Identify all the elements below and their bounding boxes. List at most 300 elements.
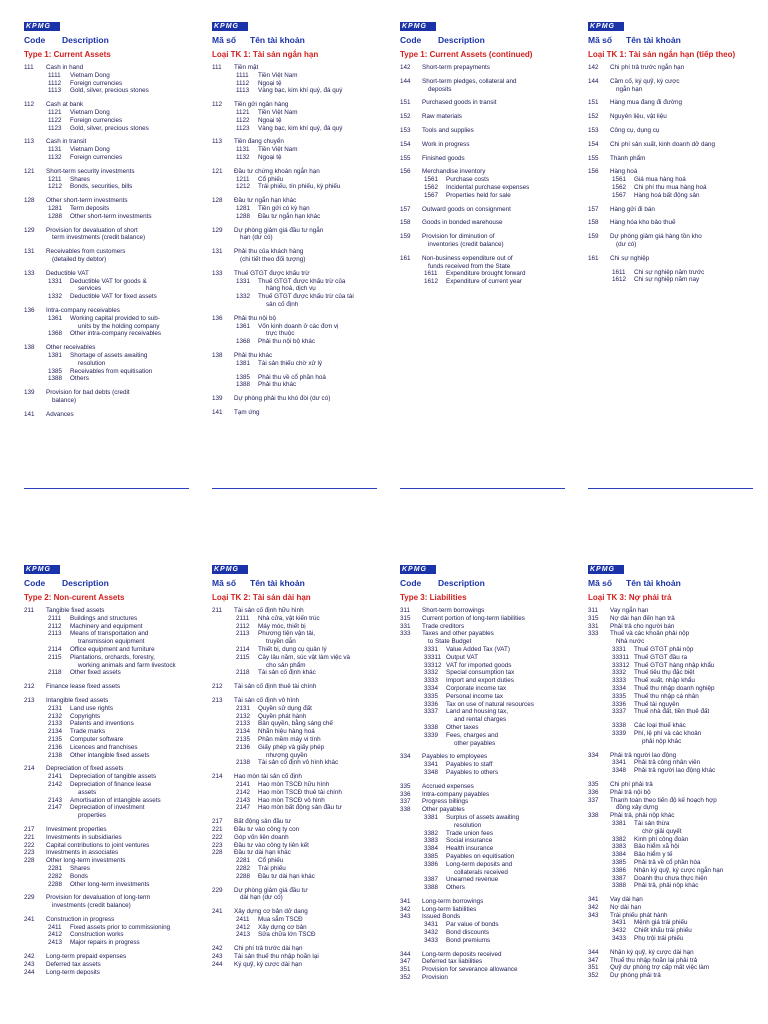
- account-row: [24, 697, 204, 705]
- sub-account-row: [24, 615, 204, 623]
- sub-account-row: [212, 623, 392, 631]
- account-code: 242: [24, 953, 35, 961]
- account-description: term investments (credit balance): [52, 234, 146, 242]
- sub-account-row: [24, 146, 204, 154]
- sub-account-row: [212, 630, 392, 638]
- account-code: 311: [400, 607, 411, 614]
- sub-account-row: [212, 654, 392, 662]
- account-code: 3433: [612, 935, 627, 943]
- account-description: Ngoại tệ: [258, 116, 282, 124]
- sub-account-row: [588, 693, 768, 701]
- sub-account-row: [24, 669, 204, 677]
- sub-account-row: [400, 830, 580, 838]
- account-row: [24, 227, 204, 235]
- sub-account-row: [24, 109, 204, 117]
- account-code: 151: [588, 99, 599, 107]
- account-description: Receivables from equitisation: [70, 367, 153, 375]
- account-code: 229: [24, 894, 35, 902]
- account-row: [24, 849, 204, 857]
- account-description: Expenditure brought forward: [446, 270, 526, 278]
- account-row: [400, 791, 580, 799]
- account-description: Trade creditors: [422, 622, 465, 630]
- account-code: 2413: [236, 931, 251, 939]
- account-description: deposits: [428, 85, 452, 93]
- account-code: 347: [400, 958, 411, 966]
- account-code: 2138: [236, 759, 251, 767]
- sub-account-row: [24, 630, 204, 638]
- account-description: Vay ngắn hạn: [610, 607, 649, 614]
- account-row: [588, 972, 768, 980]
- sub-account-row: [588, 935, 768, 943]
- account-code: 1388: [236, 381, 251, 389]
- account-description: Issued Bonds: [422, 913, 461, 921]
- account-row: [212, 138, 392, 146]
- account-code: 141: [212, 408, 223, 416]
- sub-account-row: [24, 176, 204, 184]
- account-description: Depreciation of finance lease: [70, 780, 152, 788]
- account-description: Major repairs in progress: [70, 939, 140, 947]
- account-code: 221: [24, 833, 35, 841]
- account-description: Payables on equitisation: [446, 852, 515, 860]
- sub-account-row: [212, 865, 392, 873]
- account-type-title: Loại TK 1: Tài sản ngắn hạn: [212, 50, 319, 59]
- account-description: Hao mòn tài sản cố định: [234, 773, 302, 781]
- account-code: 336: [400, 790, 411, 798]
- account-row: [588, 168, 768, 176]
- column-header: [24, 578, 204, 592]
- account-description: Patents and inventions: [70, 720, 134, 728]
- account-code: 138: [212, 351, 223, 359]
- sub-account-row: [588, 927, 768, 935]
- sub-account-row: [400, 921, 580, 929]
- account-code: 3388: [612, 882, 627, 890]
- account-code: 243: [212, 953, 223, 961]
- account-list: [400, 64, 580, 286]
- sub-account-row: [400, 884, 580, 892]
- account-code: 3337: [612, 708, 627, 716]
- account-code: 3333: [612, 677, 627, 685]
- account-description: Receivables from customers: [46, 248, 126, 256]
- account-description: Long-term deposits received: [422, 950, 502, 958]
- account-description: working animals and farm livestock: [78, 661, 176, 669]
- account-description: Special consumption tax: [446, 669, 515, 677]
- sub-account-row: [400, 740, 580, 748]
- sub-account-row: [212, 720, 392, 728]
- sub-account-row: [400, 701, 580, 709]
- sub-account-row: [24, 330, 204, 338]
- account-row: [588, 804, 768, 812]
- account-description: Bảo hiểm xã hội: [634, 843, 680, 851]
- account-code: 2111: [48, 614, 62, 622]
- account-code: 214: [24, 765, 35, 773]
- sub-account-row: [588, 859, 768, 867]
- account-row: [400, 78, 580, 86]
- account-row: [212, 826, 392, 834]
- account-description: Provision for diminution of: [422, 233, 495, 241]
- account-row: [212, 908, 392, 916]
- account-code: 154: [400, 140, 411, 148]
- sub-account-row: [212, 87, 392, 95]
- account-row: [24, 961, 204, 969]
- column-header: [588, 35, 768, 49]
- account-description: Phải thu về cổ phần hoá: [258, 373, 326, 381]
- sub-account-row: [24, 662, 204, 670]
- account-row: [24, 344, 204, 352]
- account-description: assets: [78, 788, 97, 796]
- account-description: Provision for severance allowance: [422, 966, 518, 974]
- account-code: 242: [212, 945, 223, 953]
- account-description: Gold, silver, precious stones: [70, 124, 149, 132]
- account-description: Tài sản cố định khác: [258, 669, 316, 677]
- account-description: Construction works: [70, 931, 124, 939]
- account-description: Chi phí trả trước ngắn hạn: [610, 64, 685, 71]
- sub-account-row: [588, 767, 768, 775]
- account-row: [212, 168, 392, 176]
- account-panel: [24, 22, 204, 418]
- account-description: Mua sắm TSCĐ: [258, 915, 303, 923]
- sub-account-row: [400, 184, 580, 192]
- account-row: [588, 206, 768, 214]
- account-code: 341: [588, 896, 599, 904]
- account-description: Xây dựng cơ bản dở dang: [234, 908, 308, 916]
- account-row: [400, 86, 580, 94]
- account-code: 3384: [424, 845, 439, 853]
- account-description: services: [78, 285, 102, 293]
- sub-account-row: [24, 72, 204, 80]
- account-code: 1331: [48, 277, 63, 285]
- account-description: Chi phí sản xuất, kinh doanh dở dang: [610, 140, 715, 148]
- account-code: 3431: [424, 921, 439, 929]
- account-description: Dự phòng phải trả: [610, 972, 661, 980]
- account-description: Phải thu nội bộ khác: [258, 338, 316, 346]
- account-code: 3331: [424, 645, 439, 653]
- sub-account-row: [400, 677, 580, 685]
- account-code: 3386: [612, 866, 627, 874]
- account-code: 2133: [48, 720, 63, 728]
- account-row: [588, 607, 768, 615]
- account-code: 213: [212, 696, 223, 704]
- sub-account-row: [212, 338, 392, 346]
- account-code: 341: [400, 897, 411, 905]
- kpmg-logo: KPMG: [588, 22, 624, 31]
- account-code: 2282: [236, 864, 251, 872]
- account-code: 1131: [236, 146, 250, 154]
- account-description: Bản quyền, bằng sáng chế: [258, 720, 333, 728]
- account-description: Intra-company receivables: [46, 306, 120, 314]
- account-code: 211: [212, 607, 223, 614]
- account-description: Trade marks: [70, 728, 106, 736]
- account-description: Hao mòn bất động sản đầu tư: [258, 804, 342, 812]
- account-description: Phải thu của khách hàng: [234, 248, 304, 256]
- account-row: [588, 630, 768, 638]
- sub-account-row: [212, 205, 392, 213]
- account-description: Depreciation of tangible assets: [70, 773, 157, 781]
- account-row: [588, 99, 768, 107]
- account-description: Dự phòng giảm giá đầu tư: [234, 886, 308, 894]
- account-row: [24, 256, 204, 264]
- account-description: VAT for imported goods: [446, 661, 512, 669]
- account-description: Thuế GTGT phải nộp: [634, 645, 694, 653]
- account-description: Cây lâu năm, súc vật làm việc và: [258, 653, 351, 661]
- account-code: 1562: [612, 183, 627, 191]
- sub-account-row: [24, 812, 204, 820]
- account-description: Thiết bị, dụng cụ quản lý: [258, 645, 327, 653]
- account-description: Office equipment and furniture: [70, 645, 155, 653]
- account-row: [24, 826, 204, 834]
- account-code: 1567: [612, 191, 627, 199]
- account-code: 139: [24, 389, 35, 397]
- account-description: Other receivables: [46, 344, 96, 352]
- account-code: 1121: [236, 108, 250, 116]
- sub-account-row: [400, 869, 580, 877]
- sub-account-row: [24, 213, 204, 221]
- account-description: Hàng gửi đi bán: [610, 205, 655, 213]
- account-description: Bảo hiểm y tế: [634, 851, 673, 859]
- account-row: [588, 949, 768, 957]
- account-description: balance): [52, 396, 77, 404]
- sub-account-row: [588, 176, 768, 184]
- sub-account-row: [212, 744, 392, 752]
- account-description: Working capital provided to sub-: [70, 314, 160, 322]
- account-code: 2411: [48, 923, 62, 931]
- account-description: Long-term prepaid expenses: [46, 953, 127, 961]
- account-description: Thanh toán theo tiến độ kế hoạch hợp: [610, 796, 717, 804]
- account-description: Thuế tài nguyên: [634, 700, 680, 708]
- account-description: Long-term borrowings: [422, 897, 484, 905]
- account-list: [24, 607, 204, 976]
- account-row: [212, 607, 392, 615]
- kpmg-logo: KPMG: [400, 565, 436, 574]
- account-code: 214: [212, 773, 223, 781]
- account-code: 212: [24, 683, 35, 691]
- account-row: [24, 168, 204, 176]
- account-row: [24, 397, 204, 405]
- account-code: 2413: [48, 939, 63, 947]
- account-description: and rental charges: [454, 716, 507, 724]
- header-description: Description: [438, 578, 485, 588]
- sub-account-row: [400, 769, 580, 777]
- sub-account-row: [400, 669, 580, 677]
- account-code: 1281: [48, 204, 63, 212]
- header-code: Mã số: [212, 578, 237, 588]
- sub-account-row: [588, 882, 768, 890]
- account-description: Phải trả người lao động: [610, 751, 677, 759]
- account-code: 1132: [236, 153, 250, 161]
- account-description: hàng hoá, dịch vụ: [266, 285, 316, 293]
- account-description: Thành phẩm: [610, 154, 646, 162]
- account-description: (dư có): [616, 240, 637, 248]
- account-code: 1611: [612, 268, 626, 276]
- account-list: [400, 607, 580, 982]
- account-code: 1332: [236, 293, 251, 301]
- account-code: 342: [400, 905, 411, 913]
- account-code: 315: [400, 614, 411, 622]
- account-code: 3334: [612, 684, 627, 692]
- account-code: 121: [24, 167, 35, 175]
- sub-account-row: [400, 837, 580, 845]
- account-description: Short-term pledges, collateral and: [422, 77, 517, 85]
- account-code: 343: [588, 911, 599, 919]
- account-row: [24, 138, 204, 146]
- account-description: Investment properties: [46, 825, 107, 833]
- account-panel: [212, 22, 392, 417]
- sub-account-row: [212, 374, 392, 382]
- account-code: 1385: [48, 367, 63, 375]
- account-description: Đầu tư ngắn hạn khác: [258, 212, 321, 220]
- account-type-title: Type 1: Current Assets (continued): [400, 50, 533, 59]
- sub-account-row: [24, 931, 204, 939]
- kpmg-logo: KPMG: [400, 22, 436, 31]
- account-row: [400, 958, 580, 966]
- sub-account-row: [400, 724, 580, 732]
- account-code: 244: [24, 968, 35, 976]
- account-code: 244: [212, 960, 223, 968]
- account-code: 1385: [236, 373, 251, 381]
- account-description: Tiền gửi có kỳ hạn: [258, 204, 310, 212]
- account-description: Land use rights: [70, 704, 114, 712]
- account-description: Other taxes: [446, 723, 479, 731]
- account-description: chờ giải quyết: [642, 827, 682, 835]
- account-description: Buildings and structures: [70, 614, 138, 622]
- account-description: Thuế thu nhập cá nhân: [634, 692, 699, 700]
- account-row: [212, 409, 392, 417]
- account-row: [400, 219, 580, 227]
- account-description: Ngoại tệ: [258, 153, 282, 161]
- account-description: Properties held for sale: [446, 191, 511, 199]
- account-panel: [24, 565, 204, 976]
- account-row: [24, 765, 204, 773]
- account-code: 3341: [424, 761, 439, 769]
- account-code: 1281: [236, 204, 251, 212]
- account-code: 2141: [48, 773, 63, 781]
- account-code: 139: [212, 395, 223, 403]
- account-description: Phải trả về cổ phần hóa: [634, 858, 701, 866]
- sub-account-row: [588, 851, 768, 859]
- account-description: Surplus of assets awaiting: [446, 813, 520, 821]
- account-description: Đầu tư ngắn hạn khác: [234, 197, 297, 205]
- account-code: 311: [588, 607, 599, 614]
- account-description: hạn (dư có): [240, 234, 273, 242]
- sub-account-row: [212, 857, 392, 865]
- account-description: Means of transportation and: [70, 630, 149, 638]
- sub-account-row: [400, 278, 580, 286]
- panel-divider-rule: [400, 488, 565, 489]
- account-description: Progress billings: [422, 798, 469, 806]
- account-row: [212, 270, 392, 278]
- account-code: 3332: [612, 669, 627, 677]
- account-description: Nhận ký quỹ, ký cược dài hạn: [610, 948, 694, 956]
- sub-account-row: [24, 125, 204, 133]
- account-row: [400, 638, 580, 646]
- sub-account-row: [400, 693, 580, 701]
- account-code: 141: [24, 410, 35, 418]
- account-code: 2281: [236, 857, 251, 865]
- account-description: Chi sự nghiệp: [610, 254, 650, 262]
- account-type-title: Loại TK 1: Tài sản ngắn hạn (tiếp theo): [588, 50, 736, 59]
- account-code: 333: [588, 630, 599, 638]
- account-description: Capital contributions to joint ventures: [46, 841, 150, 849]
- account-code: 223: [212, 841, 223, 849]
- account-code: 1361: [236, 322, 251, 330]
- sub-account-row: [24, 285, 204, 293]
- account-panel: [400, 565, 580, 982]
- sub-account-row: [588, 646, 768, 654]
- header-description: Description: [62, 35, 109, 45]
- account-code: 138: [24, 344, 35, 352]
- sub-account-row: [212, 804, 392, 812]
- account-description: ngắn hạn: [616, 85, 643, 93]
- account-code: 33311: [424, 653, 442, 661]
- account-description: Licences and franchises: [70, 743, 138, 751]
- account-description: Purchased goods in transit: [422, 99, 497, 107]
- account-description: Provision for devaluation of short: [46, 226, 138, 234]
- account-description: Long-term liabilities: [422, 905, 477, 913]
- sub-account-row: [212, 278, 392, 286]
- account-description: Other intra-company receivables: [70, 330, 161, 338]
- account-row: [588, 141, 768, 149]
- account-code: 3348: [612, 767, 627, 775]
- account-description: properties: [78, 812, 107, 820]
- account-description: Other short-term investments: [70, 212, 152, 220]
- account-code: 3387: [424, 876, 439, 884]
- account-code: 158: [400, 219, 411, 227]
- account-row: [400, 906, 580, 914]
- account-code: 3387: [612, 874, 627, 882]
- account-row: [400, 951, 580, 959]
- account-code: 2135: [236, 735, 251, 743]
- account-description: transmission equipment: [78, 638, 145, 646]
- account-row: [212, 697, 392, 705]
- account-description: Quyền sử dụng đất: [258, 704, 312, 712]
- account-description: Gold, silver, precious stones: [70, 87, 149, 95]
- account-row: [212, 101, 392, 109]
- account-code: 228: [212, 849, 223, 857]
- account-description: Plantations, orchards, forestry,: [70, 653, 155, 661]
- sub-account-row: [212, 72, 392, 80]
- account-row: [400, 623, 580, 631]
- account-row: [212, 818, 392, 826]
- account-row: [588, 789, 768, 797]
- account-list: [24, 64, 204, 418]
- account-row: [24, 270, 204, 278]
- account-description: Phải trả, phải nộp khác: [610, 812, 675, 820]
- account-description: Hao mòn TSCĐ thuê tài chính: [258, 788, 342, 796]
- account-description: Construction in progress: [46, 915, 115, 923]
- panel-divider-rule: [588, 488, 753, 489]
- account-description: funds received from the State: [428, 262, 511, 270]
- account-code: 144: [588, 77, 599, 85]
- sub-account-row: [588, 276, 768, 284]
- account-code: 3433: [424, 936, 439, 944]
- account-row: [400, 798, 580, 806]
- account-description: Thuế và các khoản phải nộp: [610, 630, 690, 638]
- account-code: 133: [24, 269, 35, 277]
- account-description: Merchandise inventory: [422, 168, 486, 176]
- account-description: Phần mềm máy vi tính: [258, 735, 321, 743]
- account-code: 157: [588, 205, 599, 213]
- account-description: Investments in associates: [46, 849, 119, 857]
- sub-account-row: [400, 646, 580, 654]
- account-description: Nợ dài hạn: [610, 903, 642, 911]
- account-code: 2134: [48, 728, 63, 736]
- account-description: Advances: [46, 410, 74, 418]
- account-code: 2113: [236, 630, 250, 638]
- account-code: 129: [24, 226, 35, 234]
- account-code: 352: [588, 972, 599, 980]
- account-code: 2411: [236, 915, 250, 923]
- account-row: [24, 411, 204, 419]
- account-description: phải nộp khác: [642, 737, 682, 745]
